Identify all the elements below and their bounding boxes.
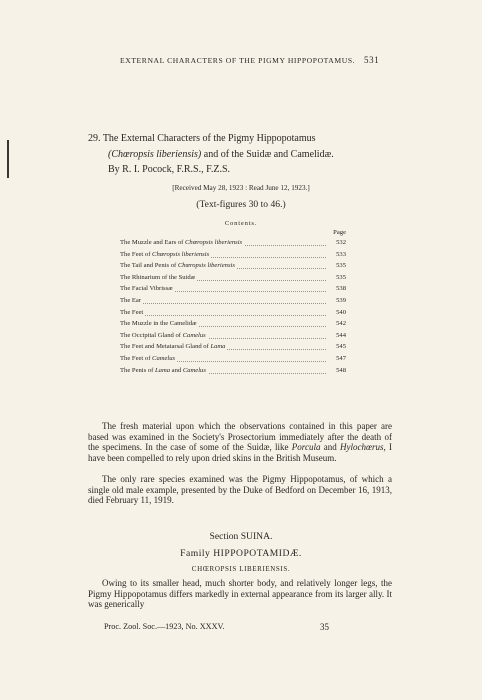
toc-entry <box>120 355 346 367</box>
toc-entry-page: 547 <box>336 354 346 362</box>
toc-entry <box>120 262 346 274</box>
genus-heading: CHŒROPSIS LIBERIENSIS. <box>191 565 291 573</box>
toc-entry <box>120 251 346 263</box>
p1-genus-porcula: Porcula <box>291 442 321 453</box>
toc-entry <box>120 297 346 309</box>
toc-leader-dots <box>120 297 326 304</box>
author-line: By R. I. Pocock, F.R.S., F.Z.S. <box>108 164 231 175</box>
toc-entry <box>120 309 346 321</box>
toc-entry <box>120 285 346 297</box>
toc-entry-label: The Feet and Metatarsal Gland of Lama <box>120 343 226 351</box>
toc-entry-label: The Rhinarium of the Suidæ <box>120 273 196 281</box>
toc-entry-page: 533 <box>336 250 346 258</box>
toc-entry-label: The Muzzle and Ears of Chœropsis liberiensis <box>120 239 243 246</box>
toc-entry <box>120 320 346 332</box>
toc-entry-label: The Feet of Chœropsis liberiensis <box>120 250 210 258</box>
toc-entry-label: The Occipital Gland of Camelus <box>120 331 206 339</box>
toc-entry <box>120 332 346 344</box>
toc-entry-label: The Facial Vibrissæ <box>120 285 173 293</box>
toc-entry-page: 544 <box>336 331 346 339</box>
page-footer <box>104 622 384 631</box>
text-figures-note: (Text-figures 30 to 46.) <box>196 199 286 210</box>
p1-genus-hylochoerus: Hylochœrus <box>339 442 384 453</box>
paragraph-1 <box>88 421 392 463</box>
toc-entry-label: The Feet <box>120 308 144 316</box>
toc-entry-page: 538 <box>336 285 346 293</box>
family-heading: Family HIPPOPOTAMIDÆ. <box>180 548 302 559</box>
margin-mark <box>7 140 9 178</box>
contents-heading: Contents. <box>224 220 258 227</box>
toc-entry-page: 540 <box>336 308 346 316</box>
toc-page-header: Page <box>333 229 346 236</box>
running-head-title: EXTERNAL CHARACTERS OF THE PIGMY HIPPOPOTAMUS. <box>120 56 356 65</box>
toc-entry <box>120 343 346 355</box>
title-line-2-rest: and of the Suidæ and Camelidæ. <box>201 148 334 160</box>
toc-entry-page: 548 <box>336 366 346 374</box>
toc-entry-label: The Penis of Lama and Camelus <box>120 366 206 374</box>
p1-text-b: and <box>320 442 340 453</box>
toc-entry-page: 539 <box>336 296 346 304</box>
toc-entry-page: 542 <box>336 320 346 328</box>
toc-entry-label: The Feet of Camelus <box>120 354 176 362</box>
title-species-name: (Chœropsis liberiensis) <box>108 148 202 160</box>
toc-entry <box>120 239 346 251</box>
p1-text-a: The fresh material upon which the observations contained in this paper are based was examined in the Society's Prosectorium immediately after the death of the specimens. In the case of some of the Suidæ, like <box>88 421 392 453</box>
toc-entry-label: The Tail and Penis of Chœropsis liberiensis <box>120 262 235 270</box>
toc-entry <box>120 274 346 286</box>
article-title <box>88 131 388 178</box>
received-date: [Received May 28, 1923 : Read June 12, 1923.] <box>172 184 310 192</box>
title-line-2 <box>88 147 388 163</box>
toc-entry-page: 532 <box>336 239 346 246</box>
toc-entry-label: The Muzzle in the Camelidæ <box>120 320 197 328</box>
toc-entry-page: 535 <box>336 262 346 270</box>
toc-entry-page: 535 <box>336 273 346 281</box>
paragraph-2: The only rare species examined was the Pigmy Hippopotamus, of which a single old male example, presented by the Duke of Bedford on December 16, 1913, died February 11, 1919. <box>88 474 392 506</box>
paragraph-3: Owing to its smaller head, much shorter body, and relatively longer legs, the Pigmy Hippopotamus differs markedly in external appearance from its larger ally. It was generically <box>88 578 392 610</box>
p1-text-c: , I have been compelled to rely upon dried skins in the British Museum. <box>88 442 392 463</box>
journal-reference: Proc. Zool. Soc.—1923, No. XXXV. <box>104 622 225 631</box>
section-heading: Section SUINA. <box>209 531 273 542</box>
toc-entry-label: The Ear <box>120 296 142 304</box>
toc-entry-page: 545 <box>336 343 346 351</box>
page-number: 531 <box>364 55 380 65</box>
title-line-1: 29. The External Characters of the Pigmy Hippopotamus <box>88 133 316 144</box>
sheet-number: 35 <box>320 622 329 632</box>
toc-entry <box>120 367 346 379</box>
toc-leader-dots <box>120 309 326 316</box>
table-of-contents <box>120 229 346 378</box>
